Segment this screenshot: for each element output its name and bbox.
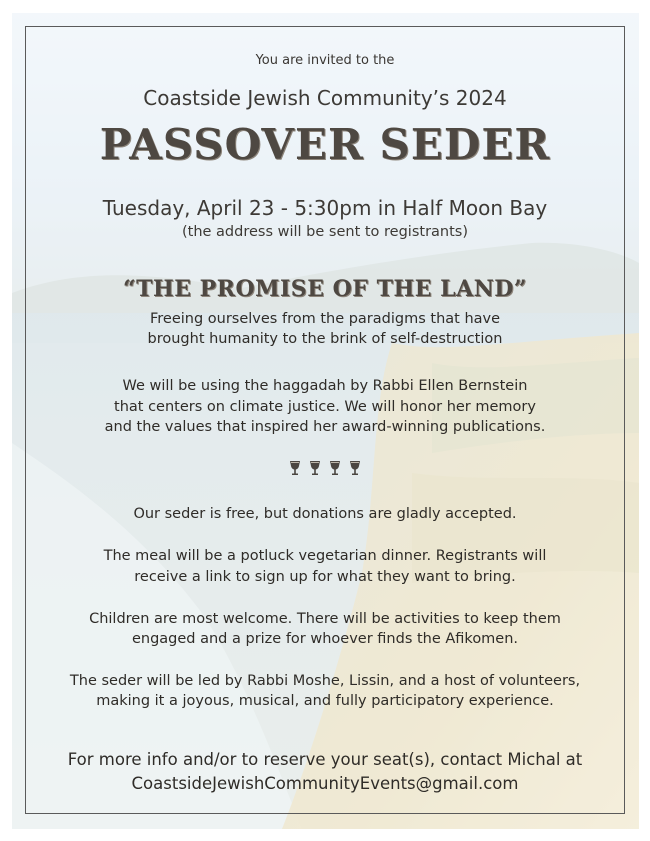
- event-date: Tuesday, April 23 - 5:30pm in Half Moon Bay: [102, 196, 548, 220]
- page-title: PASSOVER SEDER: [99, 120, 551, 169]
- children-line: Children are most welcome. There will be activities to keep them: [89, 611, 561, 627]
- haggadah-line: and the values that inspired her award-winning publications.: [104, 419, 546, 435]
- meal-line: The meal will be a potluck vegetarian dinner. Registrants will: [103, 548, 547, 564]
- contact-email-link[interactable]: CoastsideJewishCommunityEvents@gmail.com: [131, 774, 519, 793]
- wine-glass-icon: [308, 460, 322, 476]
- leaders-line: The seder will be led by Rabbi Moshe, Lissin, and a host of volunteers,: [69, 673, 581, 689]
- children-line: engaged and a prize for whoever finds the Afikomen.: [131, 631, 519, 647]
- donation-text: Our seder is free, but donations are gladly accepted.: [133, 506, 517, 522]
- theme-subtitle-line: brought humanity to the brink of self-destruction: [147, 331, 503, 347]
- contact-text: For more info and/or to reserve your seat(s), contact Michal at: [67, 750, 583, 769]
- wine-glass-icon: [288, 460, 302, 476]
- address-note: (the address will be sent to registrants): [181, 224, 469, 240]
- wine-glass-divider: [0, 460, 650, 476]
- leaders-line: making it a joyous, musical, and fully participatory experience.: [96, 693, 554, 709]
- haggadah-line: that centers on climate justice. We will honor her memory: [114, 399, 536, 415]
- theme-subtitle-line: Freeing ourselves from the paradigms that have: [149, 311, 501, 327]
- wine-glass-icon: [348, 460, 362, 476]
- meal-line: receive a link to sign up for what they want to bring.: [134, 569, 516, 585]
- haggadah-line: We will be using the haggadah by Rabbi Ellen Bernstein: [122, 378, 528, 394]
- intro-text: You are invited to the: [255, 53, 395, 68]
- theme-title: “THE PROMISE OF THE LAND”: [122, 276, 528, 302]
- community-title: Coastside Jewish Community’s 2024: [143, 86, 507, 110]
- wine-glass-icon: [328, 460, 342, 476]
